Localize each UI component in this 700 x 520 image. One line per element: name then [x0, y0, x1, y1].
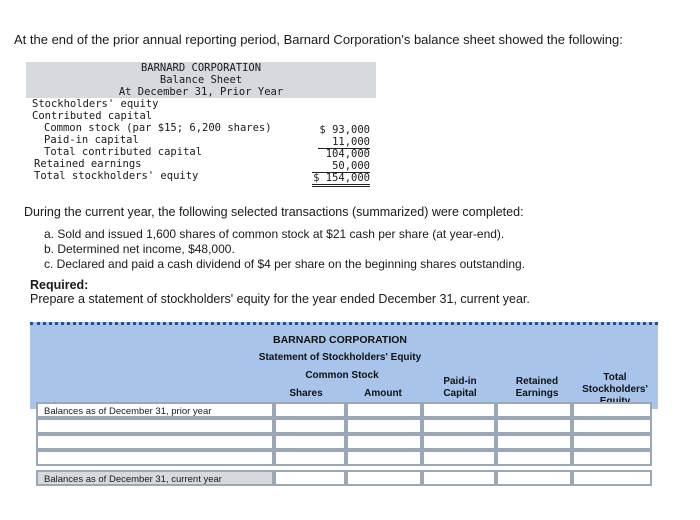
- amount-input[interactable]: [346, 418, 422, 434]
- amount-input[interactable]: [346, 402, 422, 418]
- bs-double-underline: [312, 184, 370, 185]
- retained-input[interactable]: [496, 450, 572, 466]
- transactions-intro: During the current year, the following selected transactions (summarized) were completed:: [24, 205, 524, 219]
- amount-input[interactable]: [346, 450, 422, 466]
- table-company: BARNARD CORPORATION: [273, 334, 407, 346]
- paid-in-input[interactable]: [422, 402, 496, 418]
- balance-sheet-header: [26, 62, 376, 98]
- retained-input[interactable]: [496, 418, 572, 434]
- col-header-shares: Shares: [289, 388, 323, 399]
- transaction-a: a. Sold and issued 1,600 shares of common stock at $21 cash per share (at year-end).: [44, 227, 505, 241]
- transaction-c: c. Declared and paid a cash dividend of $4 per share on the beginning shares outstanding.: [44, 257, 525, 271]
- bs-double-underline: [312, 186, 370, 187]
- bs-amount: $ 154,000: [313, 172, 370, 184]
- paid-in-input[interactable]: [422, 450, 496, 466]
- retained-input[interactable]: [496, 434, 572, 450]
- total-input[interactable]: [572, 434, 652, 450]
- paid-in-input[interactable]: [422, 470, 496, 486]
- balance-sheet-amounts: [296, 124, 370, 186]
- shares-input[interactable]: [274, 470, 346, 486]
- required-text: Prepare a statement of stockholders' equity for the year ended December 31, current year.: [30, 292, 530, 306]
- row-label-input[interactable]: [36, 418, 274, 434]
- bs-amount: $ 93,000: [319, 124, 370, 136]
- row-label-input[interactable]: [36, 434, 274, 450]
- row-label-cell: [36, 470, 274, 486]
- total-input[interactable]: [572, 402, 652, 418]
- row-label-cell: [36, 402, 274, 418]
- col-header-amount: Amount: [364, 388, 402, 399]
- required-label: Required:: [30, 278, 89, 292]
- shares-input[interactable]: [274, 434, 346, 450]
- intro-text: At the end of the prior annual reporting period, Barnard Corporation's balance sheet showed the following:: [14, 32, 623, 47]
- paid-in-input[interactable]: [422, 418, 496, 434]
- bs-amount: 50,000: [332, 160, 370, 172]
- bs-amount: 11,000: [332, 136, 370, 148]
- table-title: Statement of Stockholders' Equity: [258, 352, 422, 363]
- bs-amount: 104,000: [325, 148, 370, 160]
- bs-row-label: Common stock (par $15; 6,200 shares): [44, 122, 272, 134]
- bs-row-label: Retained earnings: [34, 158, 142, 170]
- balance-sheet-labels: [32, 98, 292, 188]
- equity-statement-worksheet: [30, 322, 658, 492]
- row-label: Balances as of December 31, current year: [44, 474, 222, 485]
- col-header-retained: Retained Earnings: [515, 376, 559, 399]
- retained-input[interactable]: [496, 402, 572, 418]
- row-label-input[interactable]: [36, 450, 274, 466]
- group-header-common-stock: Common Stock: [305, 370, 379, 381]
- bs-company: BARNARD CORPORATION: [140, 62, 262, 74]
- amount-input[interactable]: [346, 434, 422, 450]
- transaction-b: b. Determined net income, $48,000.: [44, 242, 235, 256]
- bs-date: At December 31, Prior Year: [118, 86, 284, 98]
- bs-row-label: Paid-in capital: [44, 134, 139, 146]
- paid-in-input[interactable]: [422, 434, 496, 450]
- shares-input[interactable]: [274, 402, 346, 418]
- total-input[interactable]: [572, 418, 652, 434]
- bs-row-label: Stockholders' equity: [32, 98, 159, 110]
- bs-statement: Balance Sheet: [159, 74, 243, 86]
- bs-row-label: Total contributed capital: [44, 146, 203, 158]
- amount-input[interactable]: [346, 470, 422, 486]
- col-header-total: Total Stockholders': [582, 372, 648, 395]
- bs-row-label: Contributed capital: [32, 110, 153, 122]
- shares-input[interactable]: [274, 418, 346, 434]
- shares-input[interactable]: [274, 450, 346, 466]
- col-header-paid-in: Paid-in Capital: [443, 376, 477, 399]
- bs-row-label: Total stockholders' equity: [34, 170, 199, 182]
- total-input[interactable]: [572, 470, 652, 486]
- total-input[interactable]: [572, 450, 652, 466]
- retained-input[interactable]: [496, 470, 572, 486]
- row-label: Balances as of December 31, prior year: [44, 406, 212, 417]
